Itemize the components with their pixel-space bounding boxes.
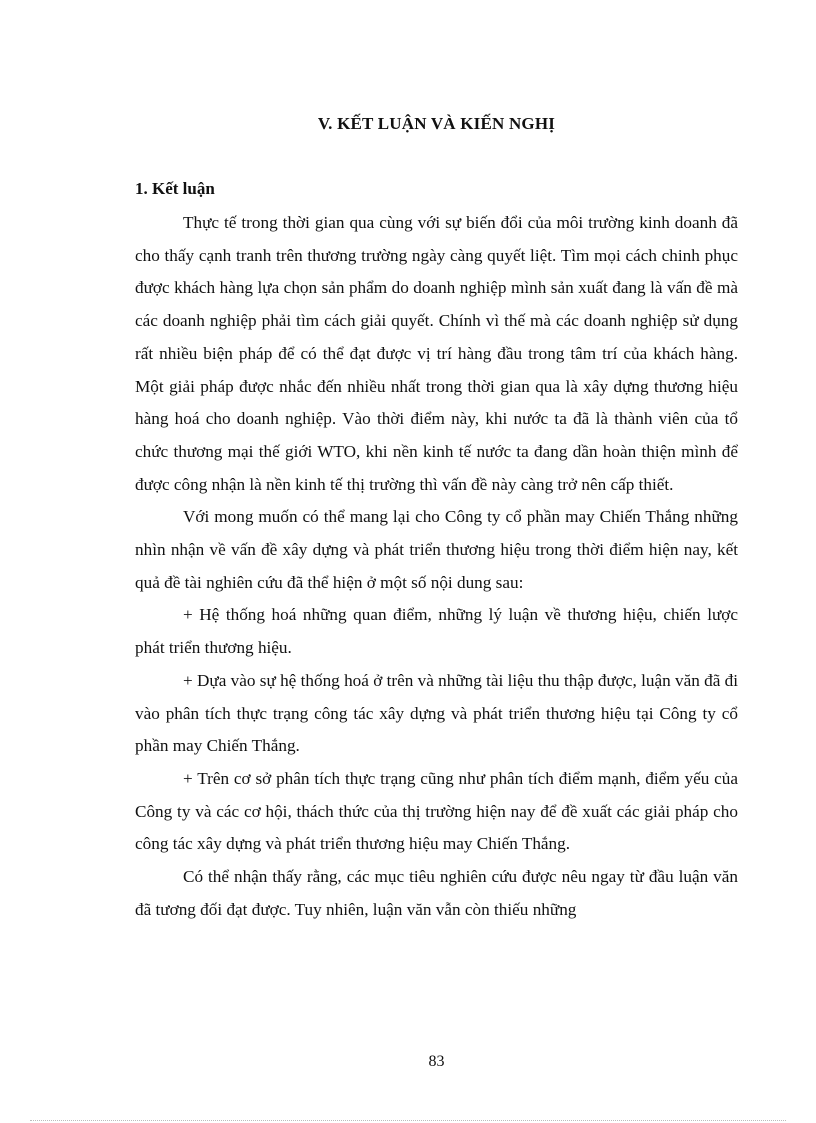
page-number: 83 — [428, 1053, 445, 1070]
paragraph: + Dựa vào sự hệ thống hoá ở trên và những tài liệu thu thập được, luận văn đã đi vào phân tích thực trạng công tác xây dựng và phát triển thương hiệu tại Công ty cổ phần may Chiến Thắng. — [135, 670, 738, 756]
section-heading: 1. Kết luận — [135, 179, 215, 198]
paragraph: + Trên cơ sở phân tích thực trạng cũng như phân tích điểm mạnh, điểm yếu của Công ty và các cơ hội, thách thức của thị trường hiện nay để đề xuất các giải pháp cho công tác xây dựng và phát triển thương hiệu may Chiến Thắng. — [135, 768, 738, 854]
body-text — [135, 207, 738, 926]
page-title: V. KẾT LUẬN VÀ KIẾN NGHỊ — [317, 114, 556, 133]
paragraph: Có thể nhận thấy rằng, các mục tiêu nghiên cứu được nêu ngay từ đầu luận văn đã tương đối đạt được. Tuy nhiên, luận văn vẫn còn thiếu những — [135, 867, 738, 919]
page-border-divider — [30, 1120, 786, 1121]
paragraph: Thực tế trong thời gian qua cùng với sự biến đổi của môi trường kinh doanh đã cho thấy cạnh tranh trên thương trường ngày càng quyết liệt. Tìm mọi cách chinh phục được khách hàng lựa chọn sản phẩm do doanh nghiệp mình sản xuất đang là vấn đề mà các doanh nghiệp phải tìm cách giải quyết. Chính vì thế mà các doanh nghiệp sử dụng rất nhiều biện pháp để có thể đạt được vị trí hàng đầu trong tâm trí của khách hàng. Một giải pháp được nhắc đến nhiều nhất trong thời gian qua là xây dựng thương hiệu hàng hoá cho doanh nghiệp. Vào thời điểm này, khi nước ta đã là thành viên của tổ chức thương mại thế giới WTO, khi nền kinh tế nước ta đang dần hoàn thiện mình để được công nhận là nền kinh tế thị trường thì vấn đề này càng trở nên cấp thiết. — [135, 213, 738, 494]
paragraph: Với mong muốn có thể mang lại cho Công ty cổ phần may Chiến Thắng những nhìn nhận về vấn đề xây dựng và phát triển thương hiệu trong thời điểm hiện nay, kết quả đề tài nghiên cứu đã thể hiện ở một số nội dung sau: — [135, 507, 738, 592]
paragraph: + Hệ thống hoá những quan điểm, những lý luận về thương hiệu, chiến lược phát triển thương hiệu. — [135, 605, 738, 658]
